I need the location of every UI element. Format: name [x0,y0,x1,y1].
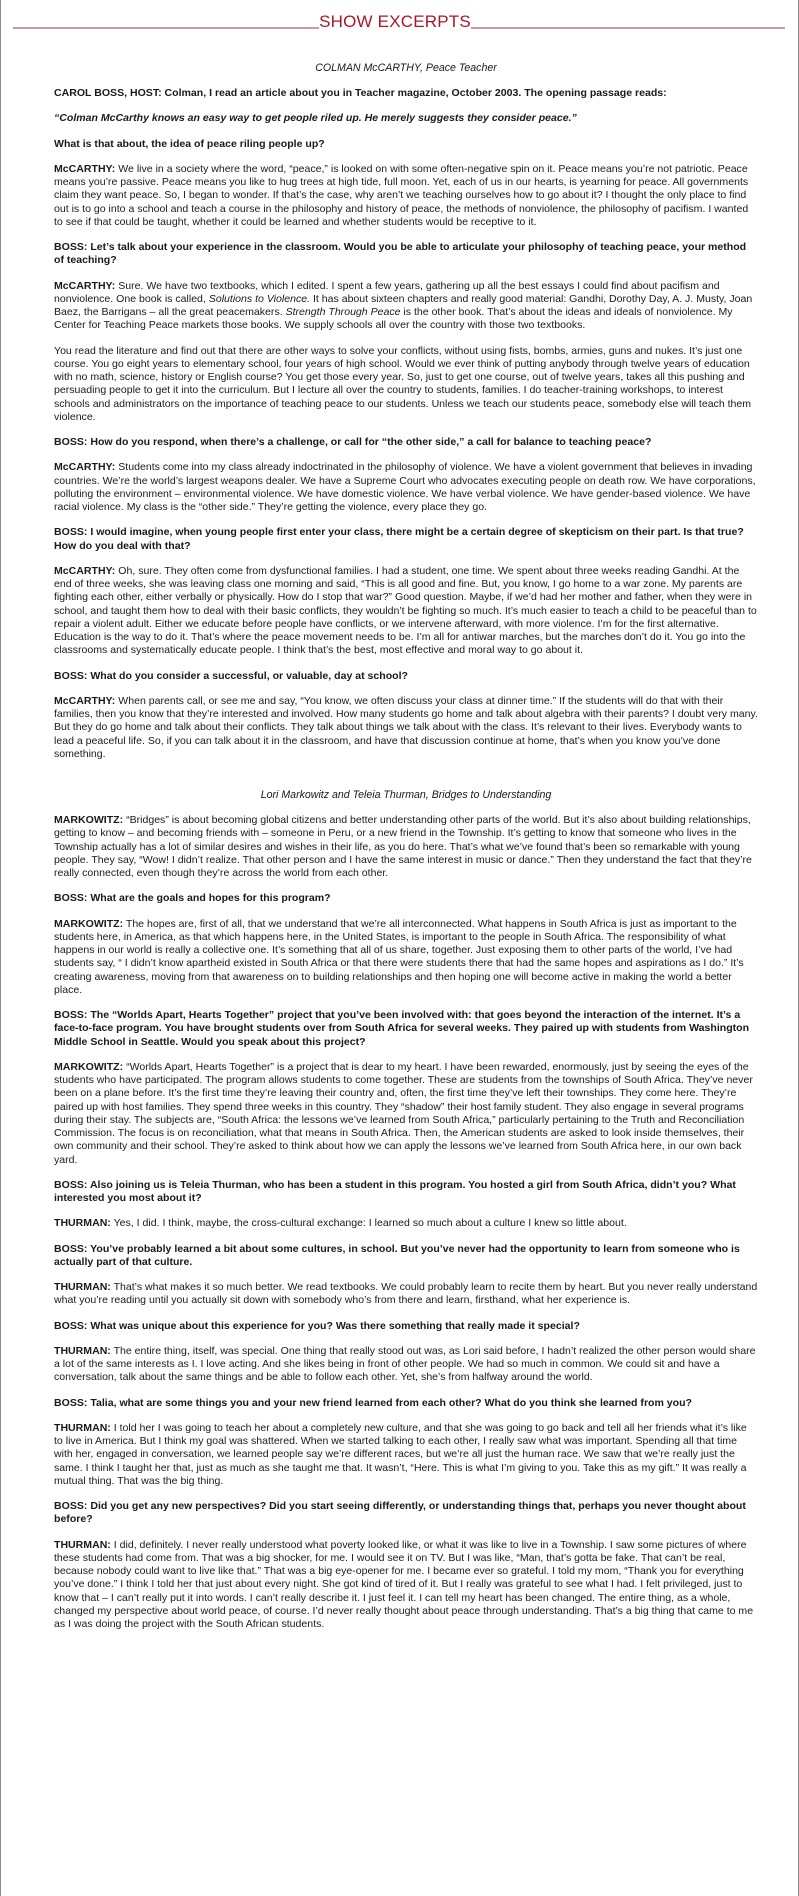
speaker-label: McCARTHY: [54,694,116,707]
host-question: BOSS: Also joining us is Teleia Thurman, who has been a student in this program. You hosted a girl from South Africa, didn’t you? What interested you most about it? [54,1178,736,1204]
host-question: CAROL BOSS, HOST: Colman, I read an article about you in Teacher magazine, October 2003. The opening passage reads: [54,87,667,99]
guest-answer [54,814,758,880]
answer-text: Sure. We have two textbooks, which I edited. I spent a few years, gathering up all the best essays I could find about pacifism and nonviolence. One book is called, [54,279,720,305]
page-title: SHOW EXCERPTS [319,12,471,31]
pull-quote: “Colman McCarthy knows an easy way to get people riled up. He merely suggests they consider peace.” [54,112,577,125]
guest-answer [54,695,758,761]
host-question: BOSS: Did you get any new perspectives? Did you start seeing differently, or understanding things that, perhaps you never thought about before? [54,1500,746,1526]
speaker-label: McCARTHY: [54,461,116,474]
host-question: BOSS: You’ve probably learned a bit about some cultures, in school. But you’ve never had the opportunity to learn from someone who is actually part of that culture. [54,1242,740,1268]
guest-answer [54,163,758,229]
guest-answer [54,1345,758,1385]
guest-answer [54,1422,758,1488]
host-question: BOSS: What was unique about this experience for you? Was there something that really made it special? [54,1319,580,1332]
host-question: What is that about, the idea of peace riling people up? [54,137,325,150]
speaker-label: THURMAN: [54,1344,111,1357]
guest-answer [54,1217,758,1230]
answer-text: When parents call, or see me and say, “You know, we often discuss your class at dinner time.” If the students will do that with their families, then you know that they’re interested and involved. How many students go home and talk about algebra with their parents? I doubt very many. But they do go home and talk about their conflicts. They talk about things we talk about with the class. It’s relevant to their lives. Everybody wants to lead a peaceful life. So, if you can talk about it in the classroom, and have that discussion continue at home, that’s when you know you’ve done something. [54,694,758,760]
speaker-label: THURMAN: [54,1538,111,1551]
guest-answer [54,1281,758,1308]
answer-text: The hopes are, first of all, that we understand that we’re all interconnected. What happens in South Africa is just as important to the students here, in America, as that which happens here, in the United States, is important to the people in South Africa. The responsibility of what happens in our world is really a collective one. It’s something that all of us share, together. Just exposing them to other parts of the world, I’ve had students say, “ I didn’t know apartheid existed in South Africa or that there were students there that had the same hopes and aspirations as I do.” It’s creating awareness, moving from that awareness on to building relationships and then hoping one will become active in making the world a better place. [54,917,744,996]
guest-answer [54,461,758,514]
host-question: BOSS: What do you consider a successful, or valuable, day at school? [54,669,408,682]
header-rule-right [471,27,785,29]
answer-text: Students come into my class already indoctrinated in the philosophy of violence. We have a violent government that believes in invading countries. We’re the world’s largest weapons dealer. We have a Supreme Court who advocates executing people on death row. We have corporations, polluting the environment – environmental violence. We have domestic violence. We have verbal violence. We have gender-based violence. We have racial violence. My class is the “other side.” They’re getting the violence, every place they go. [54,461,756,513]
host-question: BOSS: Talia, what are some things you and your new friend learned from each other? What do you think she learned from you? [54,1396,692,1409]
speaker-label: MARKOWITZ: [54,814,124,826]
guest-answer [54,565,758,658]
host-question: BOSS: Let’s talk about your experience in the classroom. Would you be able to articulate your philosophy of teaching peace, your method of teaching? [54,241,747,267]
speaker-label: McCARTHY: [54,564,116,577]
speaker-label: McCARTHY: [54,279,116,292]
answer-text: Yes, I did. I think, maybe, the cross-cultural exchange: I learned so much about a culture I knew so little about. [113,1217,627,1230]
answer-text: That’s what makes it so much better. We read textbooks. We could probably learn to recite them by heart. But you never really understand what you’re reading until you actually sit down with somebody who’s from there and learn, firsthand, what her experience is. [54,1281,758,1307]
guest-answer [54,280,758,333]
book-title: Solutions to Violence. [208,292,311,305]
speaker-label: THURMAN: [54,1217,111,1230]
speaker-label: McCARTHY: [54,162,116,175]
guest-answer [54,918,758,998]
answer-text: I did, definitely. I never really understood what poverty looked like, or what it was like to live in a Township. I saw some pictures of where these students had come from. That was a big shocker, for me. I would see it on TV. But I was like, “Man, that’s gotta be fake. That can’t be real, because nobody could want to live like that.” That was a big eye-opener for me. I became ever so grateful. I told my mom, “Thank you for everything you’ve done.” I think I told her that just about every night. She got kind of tired of it. But I really was grateful to see what I had. I felt privileged, just to know that – I can’t really put it into words. I can’t really describe it. I just feel it. I can tell my heart has been changed. The entire thing, as a whole, changed my perspective about world peace, of course. I’d never really thought about peace through understanding. That’s a big thing that came to me as I was doing the project with the South African students. [54,1538,754,1630]
speaker-label: MARKOWITZ: [54,917,124,930]
book-title: Strength Through Peace [285,306,401,318]
section-title: Lori Markowitz and Teleia Thurman, Bridges to Understanding [260,789,552,801]
host-question: BOSS: I would imagine, when young people first enter your class, there might be a certain degree of skepticism on their part. Is that true? How do you deal with that? [54,526,744,552]
speaker-label: THURMAN: [54,1421,111,1434]
guest-answer [54,1539,758,1632]
speaker-label: THURMAN: [54,1281,111,1293]
speaker-label: MARKOWITZ: [54,1060,124,1073]
answer-text: “Worlds Apart, Hearts Together” is a project that is dear to my heart. I have been rewarded, enormously, just by seeing the eyes of the students who have participated. The program allows students to come together. These are students from the townships of South Africa. They’ve never been on a plane before. It’s the first time they’re leaving their country and, often, the first time they’ve left their townships. They come here. They’re paired up with host families. They spend three weeks in this country. They “shadow” their host family student. They also engage in several programs during their stay. The subjects are, “South Africa: the lessons we’ve learned from South Africa,” particularly pertaining to the Truth and Reconciliation Commission. The focus is on reconciliation, what that means in South Africa. Then, the American students are asked to look inside themselves, their own community and their school. They’re asked to think about how we can apply the lessons we’ve learned from South Africa here, in our own back yard. [54,1060,753,1166]
host-question: BOSS: What are the goals and hopes for this program? [54,892,331,905]
header-rule-left [13,27,319,29]
answer-text: It has about sixteen chapters and really good material: Gandhi, Dorothy Day, A. J. Musty, Joan Baez, the Barrigans – all the great peacemakers. [54,292,753,318]
section-title: COLMAN McCARTHY, Peace Teacher [315,62,497,74]
answer-text: “Bridges” is about becoming global citizens and better understanding other parts of the world. But it’s also about building relationships, getting to know – and becoming friends with – someone in Peru, or a new friend in the Township. It’s getting to know that someone who lives in the Township actually has a lot of similar desires and wishes in their life, as you do here. That’s what we’ve found that’s been so remarkable with young people. They say, “Wow! I didn’t realize. That other person and I have the same interest in music or dance.” Then they understand the fact that they’re really connected, even though they’re across the world from each other. [54,814,752,879]
answer-text: We live in a society where the word, “peace,” is looked on with some often-negative spin on it. Peace means you’re not patriotic. Peace means you’re passive. Peace means you like to hug trees at high tide, full moon. Yet, each of us in our hearts, is yearning for peace. All governments claim they want peace. So, I began to wonder. If that’s the case, why aren’t we teaching ourselves how to go about it? I thought the only place to find out is to go into a school and teach a course in the philosophy and history of peace, the methods of nonviolence, the philosophy of pacifism. I wanted to see if that could be taught, whether it could be learned and whether students would be receptive to it. [54,162,749,228]
guest-answer [54,1061,758,1167]
host-question: BOSS: How do you respond, when there’s a challenge, or call for “the other side,” a call for balance to teaching peace? [54,436,652,448]
answer-text: I told her I was going to teach her about a completely new culture, and that she was going to go back and tell all her friends what it’s like to live in America. But I think my goal was shattered. When we started talking to each other, I really saw what was important. Spending all that time with her, engaged in conversation, we learned people say we’re different races, but we’re all just the human race. We saw that we’re really just the same. I think I taught her that, just as much as she taught me that. It wasn’t, “Here. This is what I’m giving to you. Take this as my gift.” It was really a mutual thing. That was the big thing. [54,1421,747,1487]
answer-text: Oh, sure. They often come from dysfunctional families. I had a student, one time. We spent about three weeks reading Gandhi. At the end of three weeks, she was leaving class one morning and said, “This is all good and fine. But, you know, I go home to a war zone. My parents are fighting each other, either verbally or physically. How do I stop that war?” Good question. Maybe, if we’d had her mother and father, when they were in school, and taught them how to deal with their basic conflicts, they wouldn’t be fighting so much. It’s much easier to teach a child to be peaceful than to repair a violent adult. Either we educate before people have conflicts, or we intervene afterward, with more violence. I’m for the first alternative. Education is the way to do it. That’s where the peace movement needs to be. I’m all for antiwar marches, but the marches don’t do it. You go into the classrooms and systematically educate people. I think that’s the best, most effective and moral way to go about it. [54,564,757,657]
answer-text: The entire thing, itself, was special. One thing that really stood out was, as Lori said before, I hadn’t realized the other person would share a lot of the same interests as I. I love acting. And she likes being in front of other people. We had so much in common. We could sit and have a conversation, talk about the same things and be able to follow each other. Yet, she’s from halfway around the world. [54,1344,756,1384]
guest-answer-continued: You read the literature and find out that there are other ways to solve your conflicts, without using fists, bombs, armies, guns and nukes. It’s just one course. You go eight years to elementary school, four years of high school. Would we ever think of putting anybody through twelve years of education with no math, science, history or English course? You get those every year. So, just to get one course, out of twelve years, takes all this pushing and persuading people to get it into the curriculum. But I lecture all over the country to students, families. I do teacher-training workshops, to interest schools and administrators on the importance of teaching peace to our students. Unless we teach our students peace, somebody else will teach them violence. [54,344,752,423]
host-question: BOSS: The “Worlds Apart, Hearts Together” project that you’ve been involved with: that goes beyond the interaction of the internet. It’s a face-to-face program. You have brought students over from South Africa for several weeks. They paired up with students from Washington Middle School in Seattle. Would you speak about this project? [54,1009,750,1048]
transcript-content [54,62,758,1643]
page-header [1,10,798,34]
answer-text: is the other book. That’s about the ideas and ideals of nonviolence. My Center for Teaching Peace markets those books. We supply schools all over the country with those two textbooks. [54,306,733,332]
